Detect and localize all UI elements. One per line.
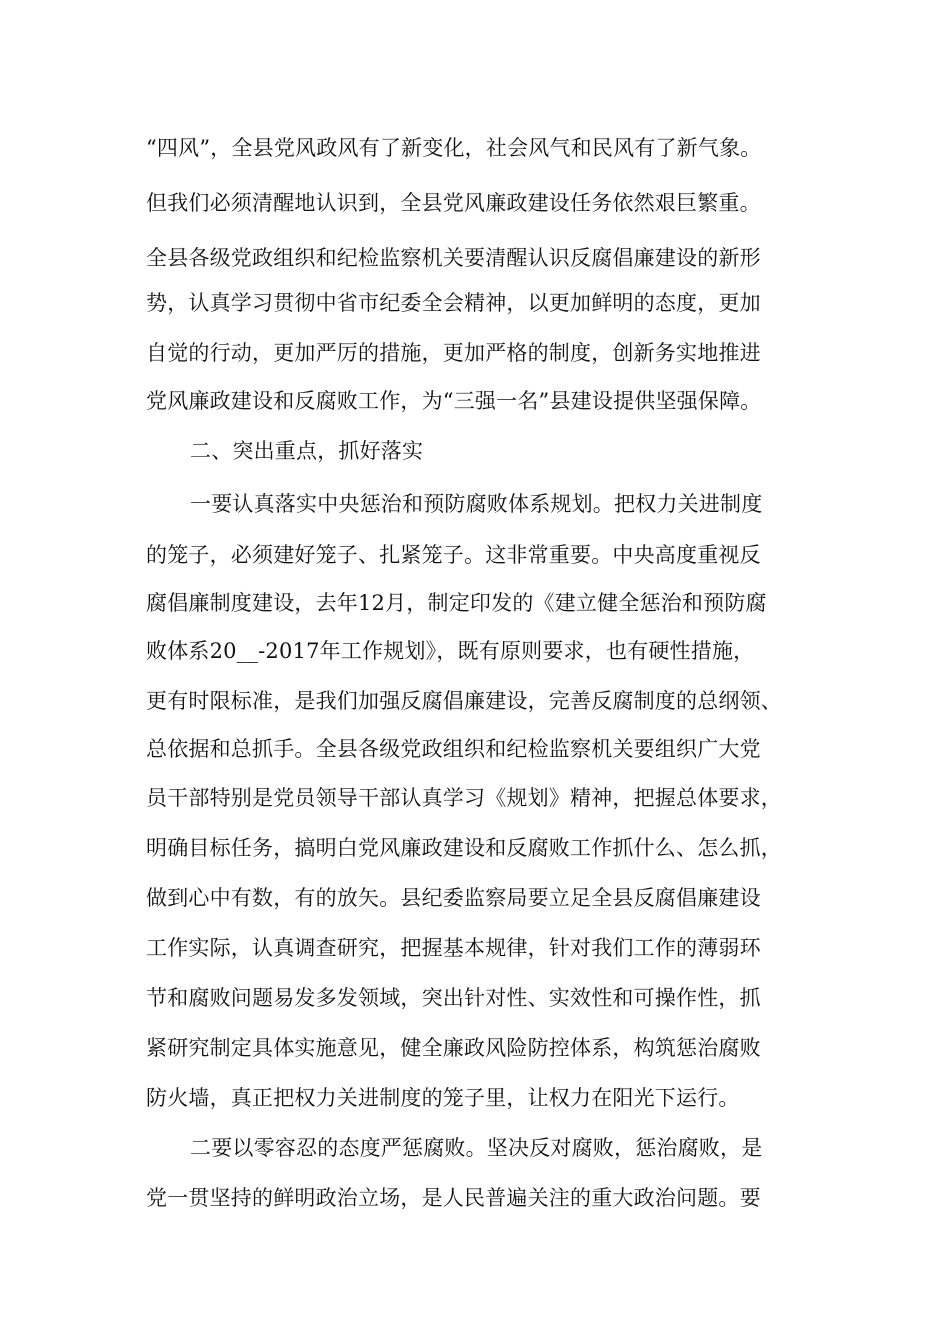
text-line: 节和腐败问题易发多发领域，突出针对性、实效性和可操作性，抓	[146, 986, 761, 1010]
text-line: 败体系20__-2017年工作规划》，既有原则要求，也有硬性措施，	[146, 639, 755, 663]
text-line: 一要认真落实中央惩治和预防腐败体系规划。把权力关进制度	[190, 492, 763, 516]
text-line: 党风廉政建设和反腐败工作，为“三强一名”县建设提供坚强保障。	[146, 389, 762, 413]
text-line: 全县各级党政组织和纪检监察机关要清醒认识反腐倡廉建设的新形	[146, 246, 761, 270]
text-line: 紧研究制定具体实施意见，健全廉政风险防控体系，构筑惩治腐败	[146, 1036, 761, 1060]
text-line: 但我们必须清醒地认识到，全县党风廉政建设任务依然艰巨繁重。	[146, 191, 761, 215]
text-line: 二要以零容忍的态度严惩腐败。坚决反对腐败，惩治腐败，是	[190, 1136, 763, 1160]
text-line: 的笼子，必须建好笼子、扎紧笼子。这非常重要。中央高度重视反	[146, 543, 761, 567]
text-line: 防火墙，真正把权力关进制度的笼子里，让权力在阳光下运行。	[146, 1086, 740, 1110]
section-heading: 二、突出重点，抓好落实	[190, 439, 424, 463]
text-line: 党一贯坚持的鲜明政治立场，是人民普遍关注的重大政治问题。要	[146, 1186, 761, 1210]
text-line: 自觉的行动，更加严厉的措施，更加严格的制度，创新务实地推进	[146, 341, 761, 365]
text-line: 员干部特别是党员领导干部认真学习《规划》精神，把握总体要求，	[146, 786, 782, 810]
text-line: 腐倡廉制度建设，去年12月，制定印发的《建立健全惩治和预防腐	[146, 591, 767, 615]
text-line: “四风”，全县党风政风有了新变化，社会风气和民风有了新气象。	[146, 136, 762, 160]
text-line: 更有时限标准，是我们加强反腐倡廉建设，完善反腐制度的总纲领、	[146, 689, 782, 713]
text-line: 做到心中有数，有的放矢。县纪委监察局要立足全县反腐倡廉建设	[146, 886, 761, 910]
text-line: 总依据和总抓手。全县各级党政组织和纪检监察机关要组织广大党	[146, 737, 761, 761]
text-line: 明确目标任务，搞明白党风廉政建设和反腐败工作抓什么、怎么抓，	[146, 836, 782, 860]
text-line: 工作实际，认真调查研究，把握基本规律，针对我们工作的薄弱环	[146, 936, 761, 960]
text-line: 势，认真学习贯彻中省市纪委全会精神，以更加鲜明的态度，更加	[146, 291, 761, 315]
